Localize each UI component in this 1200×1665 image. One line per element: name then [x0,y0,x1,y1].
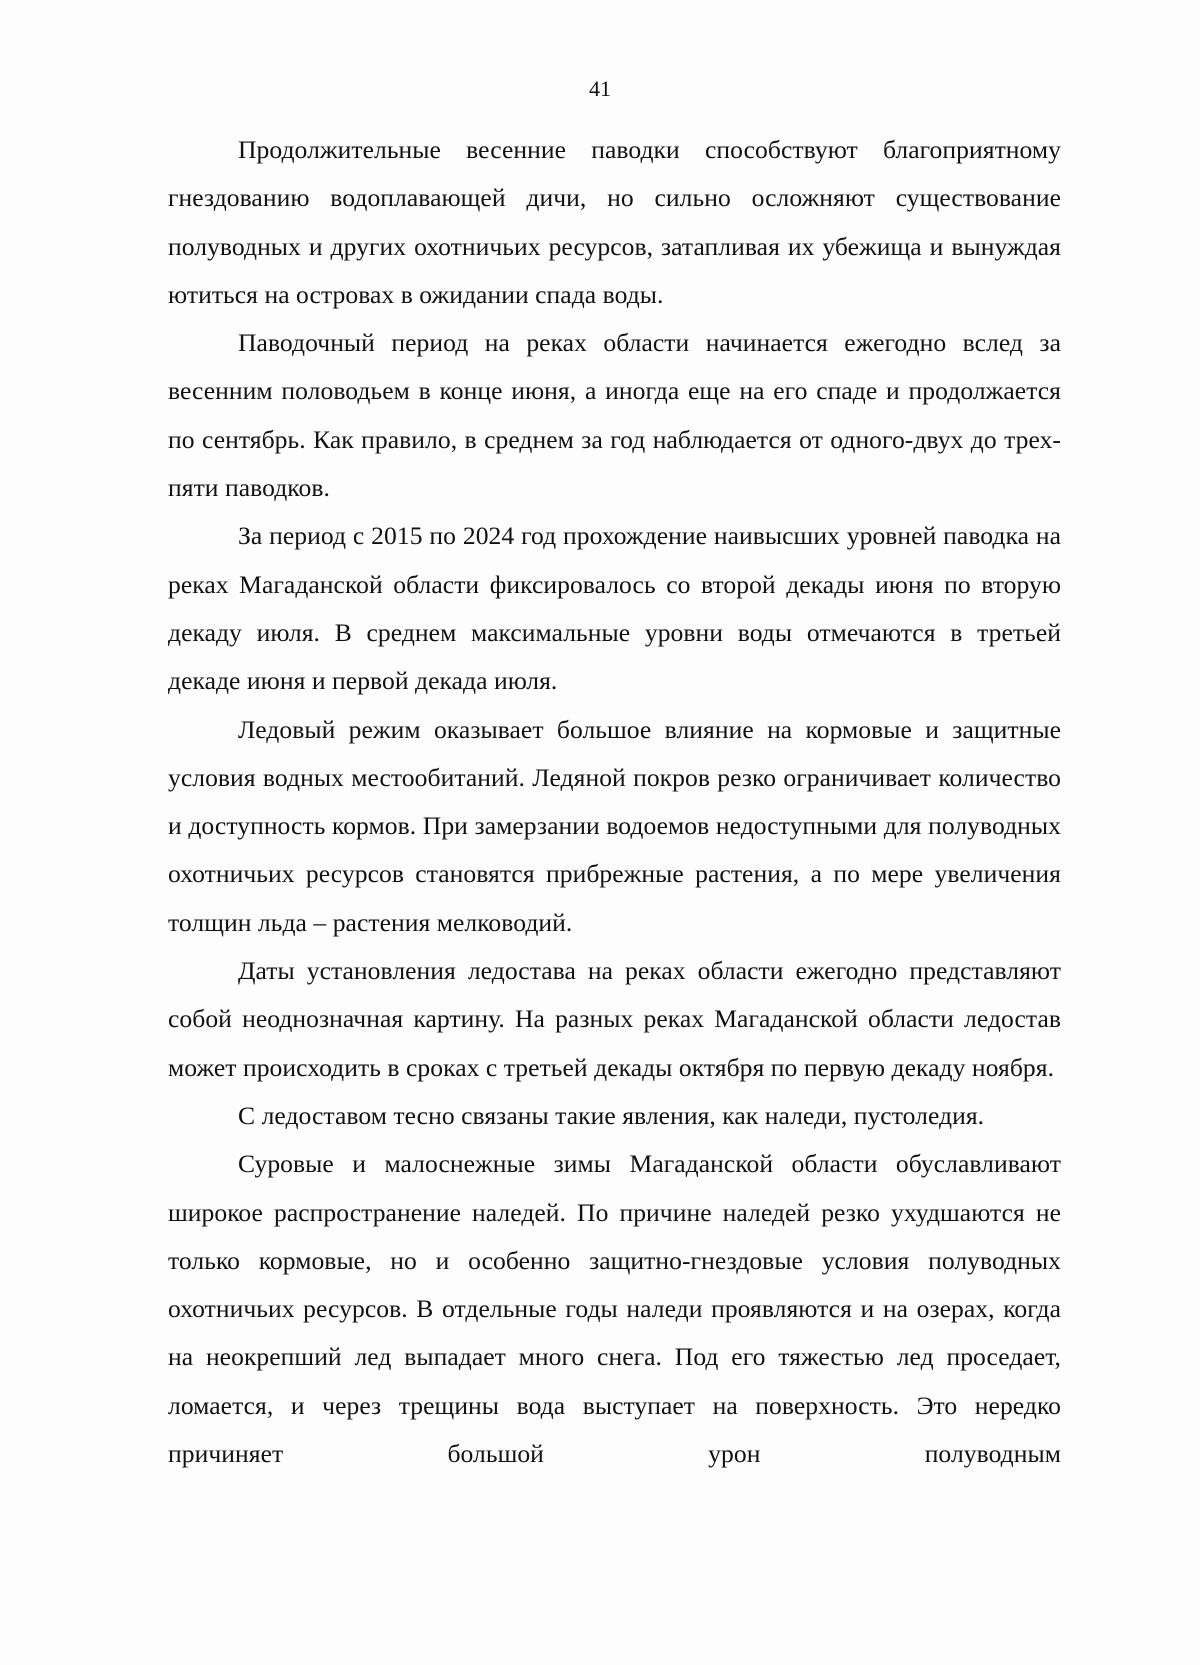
paragraph: Ледовый режим оказывает большое влияние на кормовые и защитные условия водных местообитаний. Ледяной покров резко ограничивает количество и доступность кормов. При замерзании водоемов недоступными для полуводных охотничьих ресурсов становятся прибрежные растения, а по мере увеличения толщин льда – растения мелководий. [168,714,1061,937]
page-number: 41 [589,76,611,101]
paragraph: Паводочный период на реках области начинается ежегодно вслед за весенним половодьем в конце июня, а иногда еще на его спаде и продолжается по сентябрь. Как правило, в среднем за год наблюдается от одного-двух до трех-пяти паводков. [168,328,1061,503]
body-text [168,126,1061,1478]
paragraph: Суровые и малоснежные зимы Магаданской области обуславливают широкое распространение наледей. По причине наледей резко ухудшаются не только кормовые, но и особенно защитно-гнездовые условия полуводных охотничьих ресурсов. В отдельные годы наледи проявляются и на озерах, когда на неокрепший лед выпадает много снега. Под его тяжестью лед проседает, ломается, и через трещины вода выступает на поверхность. Это нередко причиняет большой урон полуводным [168,1149,1061,1469]
paragraph: Даты установления ледостава на реках области ежегодно представляют собой неоднозначная картину. На разных реках Магаданской области ледостав может происходить в сроках с третьей декады октября по первую декаду ноября. [168,956,1061,1082]
paragraph: С ледоставом тесно связаны такие явления, как наледи, пустоледия. [238,1100,985,1130]
paragraph: Продолжительные весенние паводки способствуют благоприятному гнездованию водоплавающей дичи, но сильно осложняют существование полуводных и других охотничьих ресурсов, затапливая их убежища и вынуждая ютиться на островах в ожидании спада воды. [168,135,1061,309]
paragraph: За период с 2015 по 2024 год прохождение наивысших уровней паводка на реках Магаданской области фиксировалось со второй декады июня по вторую декаду июля. В среднем максимальные уровни воды отмечаются в третьей декаде июня и первой декада июля. [168,521,1061,696]
